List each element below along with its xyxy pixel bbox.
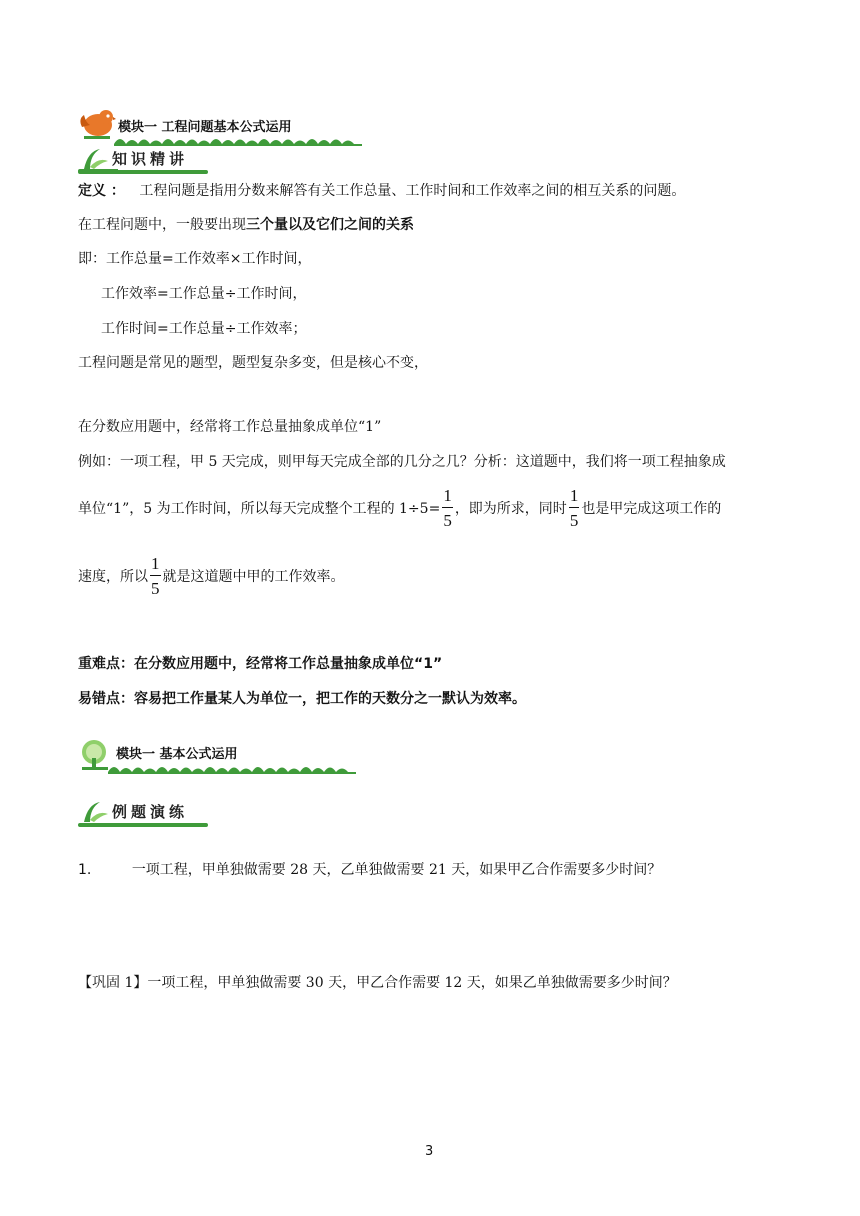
example-line3-a: 速度，所以 [78,569,148,585]
definition-line [78,180,685,200]
fraction-one-fifth: $\frac{1}{5}$ [151,554,160,598]
module1-title: 模块一 工程问题基本公式运用 [118,120,292,135]
formula-time: 工作时间=工作总量÷工作效率； [101,321,307,337]
module2-heading [78,738,368,778]
definition-text: 工程问题是指用分数来解答有关工作总量、工作时间和工作效率之间的相互关系的问题。 [139,183,686,199]
fraction-one-fifth: $\frac{1}{5}$ [443,486,452,530]
examples-banner [78,798,208,828]
formula-efficiency: 工作效率=工作总量÷工作时间， [101,286,307,302]
problem-1 [78,859,661,879]
knowledge-banner [78,145,208,175]
unit-note: 在分数应用题中，经常将工作总量抽象成单位“1” [78,419,382,435]
example-line3 [78,554,345,598]
grass-divider [108,762,356,774]
fraction-one-fifth: $\frac{1}{5}$ [569,486,579,530]
module2-title: 模块一 基本公式运用 [116,747,238,762]
example-line2 [78,486,721,530]
examples-banner-label: 例题演练 [112,803,189,821]
practice-1 [78,972,677,992]
page-number: 3 [425,1144,434,1159]
practice-tag: 【巩固 1】 [78,975,148,991]
key-point: 重难点：在分数应用题中，经常将工作总量抽象成单位“1” [78,656,443,672]
tree-icon [78,738,112,772]
module1-heading [78,105,368,147]
core-note: 工程问题是常见的题型，题型复杂多变，但是核心不变， [78,355,428,371]
banner-underline [78,169,208,175]
banner-underline [78,822,208,828]
definition-label: 定义 ： [78,183,125,199]
example-line1: 例如：一项工程，甲 5 天完成，则甲每天完成全部的几分之几？分析：这道题中，我们将一项工程抽象成 [78,454,726,470]
three-quantities-prefix: 在工程问题中，一般要出现 [78,217,246,233]
knowledge-banner-label: 知识精讲 [112,150,189,168]
example-line2-c: 也是甲完成这项工作的 [581,501,722,517]
example-line2-b: ，即为所求，同时 [454,501,567,517]
practice-text: 一项工程，甲单独做需要 30 天，甲乙合作需要 12 天，如果乙单独做需要多少时间？ [147,975,677,991]
three-quantities-line [78,214,414,234]
error-point: 易错点：容易把工作量某人为单位一，把工作的天数分之一默认为效率。 [78,691,526,707]
formula-total: 即：工作总量=工作效率×工作时间， [78,251,312,267]
bird-icon [78,107,116,141]
example-line3-b: 就是这道题中甲的工作效率。 [162,569,345,585]
example-line2-a: 单位“1”，5 为工作时间，所以每天完成整个工程的 1÷5= [78,501,441,517]
problem-number: 1. [78,862,92,878]
problem-text: 一项工程，甲单独做需要 28 天，乙单独做需要 21 天，如果甲乙合作需要多少时间？ [131,862,662,878]
three-quantities-emphasis: 三个量以及它们之间的关系 [246,217,414,233]
